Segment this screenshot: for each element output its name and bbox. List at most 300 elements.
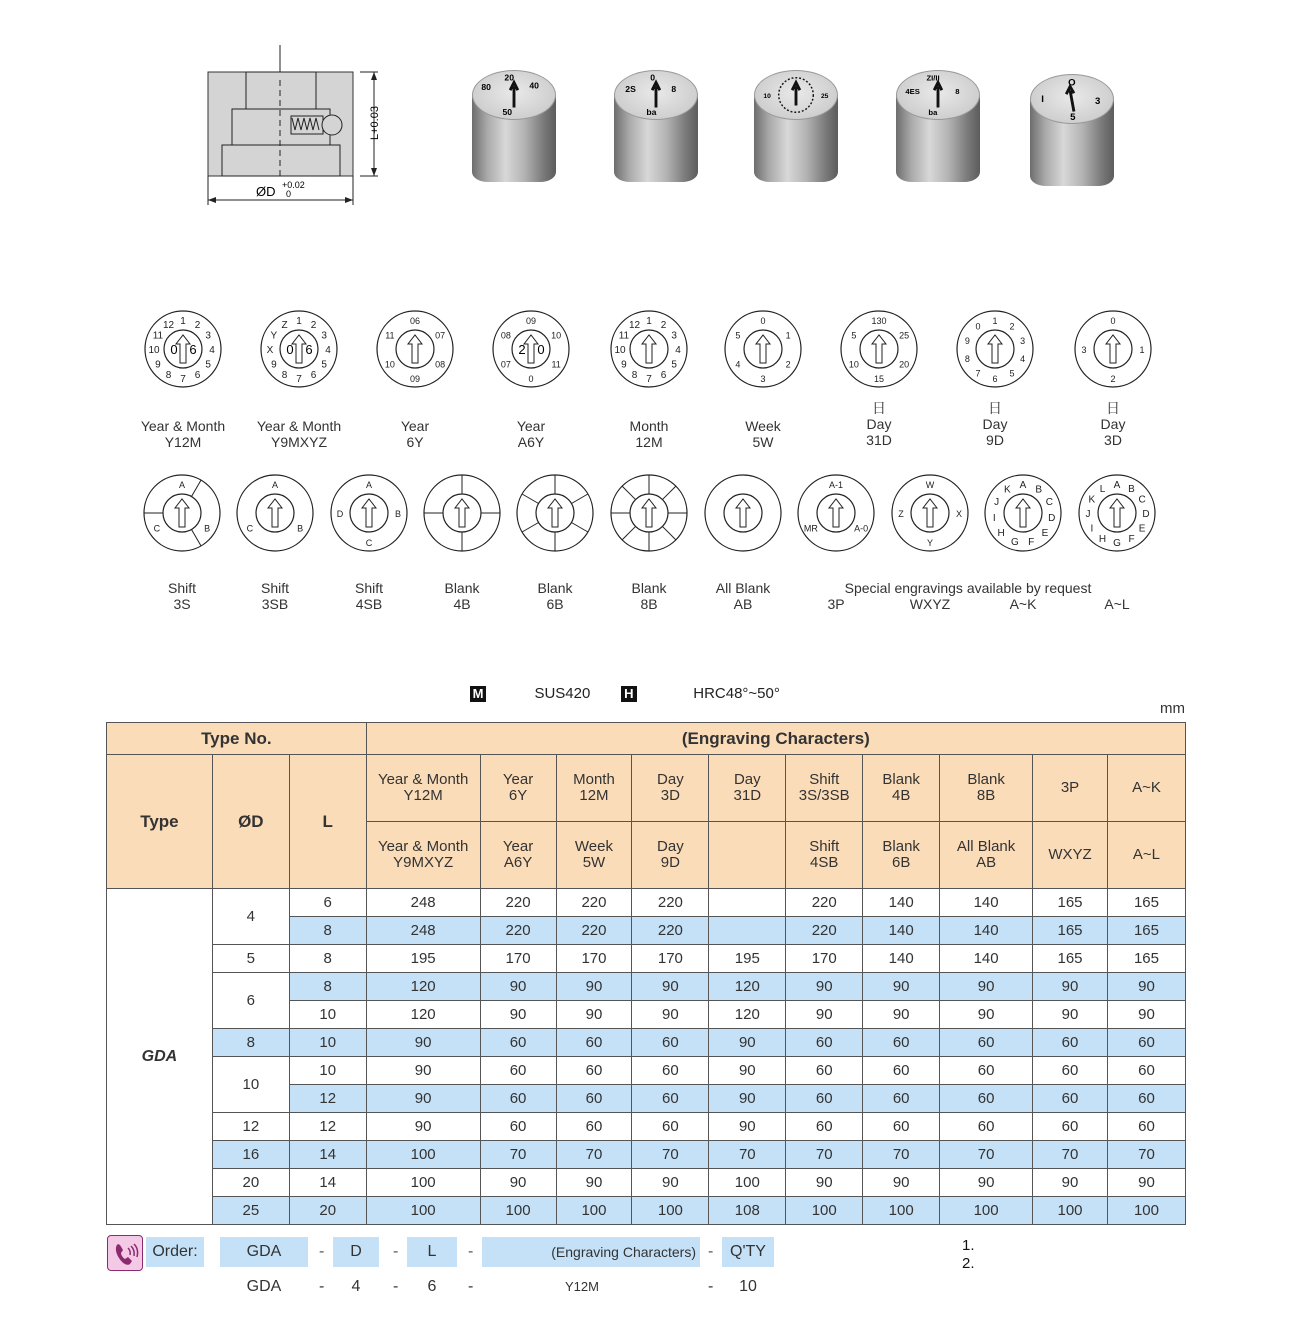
order-field-diameter: D xyxy=(333,1237,379,1267)
price-cell: 60 xyxy=(863,1113,940,1141)
svg-text:8: 8 xyxy=(964,353,970,364)
order-field-engraving: (Engraving Characters) xyxy=(482,1237,700,1267)
price-cell: 60 xyxy=(556,1085,632,1113)
dial-caption-title: Week xyxy=(745,418,781,434)
svg-text:1: 1 xyxy=(646,316,652,327)
length-cell: 8 xyxy=(289,917,366,945)
diameter-cell: 16 xyxy=(212,1141,289,1169)
svg-text:10: 10 xyxy=(763,92,771,100)
svg-text:B: B xyxy=(394,509,402,519)
svg-text:0: 0 xyxy=(537,342,545,357)
svg-text:0: 0 xyxy=(650,72,656,83)
svg-text:4: 4 xyxy=(1020,353,1026,364)
svg-text:6: 6 xyxy=(310,370,317,382)
svg-text:10: 10 xyxy=(551,330,562,341)
svg-text:6: 6 xyxy=(194,370,201,382)
svg-text:11: 11 xyxy=(385,330,395,341)
price-cell: 100 xyxy=(366,1169,480,1197)
dial-caption-title: Day xyxy=(1100,416,1126,432)
price-cell: 60 xyxy=(1033,1057,1108,1085)
price-cell: 60 xyxy=(480,1029,556,1057)
svg-text:2: 2 xyxy=(785,359,791,370)
svg-text:ZI/II: ZI/II xyxy=(926,73,940,83)
price-cell: 90 xyxy=(1107,1169,1185,1197)
engraving-col-header: Year 6Y xyxy=(480,755,556,822)
price-cell: 195 xyxy=(366,945,480,973)
dial-5w-icon xyxy=(722,308,804,390)
price-cell: 60 xyxy=(1033,1029,1108,1057)
price-cell: 60 xyxy=(940,1113,1033,1141)
price-cell: 165 xyxy=(1033,889,1108,917)
dial-caption-code: AB xyxy=(733,596,753,612)
dial-9d-icon xyxy=(954,308,1036,390)
price-cell: 60 xyxy=(863,1057,940,1085)
svg-text:Z: Z xyxy=(281,319,288,331)
price-cell: 60 xyxy=(1033,1085,1108,1113)
svg-text:5: 5 xyxy=(205,359,211,371)
svg-text:15: 15 xyxy=(873,374,885,384)
col-type-header: Type xyxy=(107,755,213,889)
dial-caption-6y xyxy=(360,418,470,450)
svg-text:I: I xyxy=(1090,523,1094,535)
svg-text:Y: Y xyxy=(926,538,934,548)
price-cell: 90 xyxy=(786,1001,863,1029)
price-cell: 120 xyxy=(366,973,480,1001)
price-cell: 165 xyxy=(1107,889,1185,917)
svg-text:5: 5 xyxy=(851,330,857,341)
svg-text:50: 50 xyxy=(502,107,513,118)
price-cell: 90 xyxy=(709,1029,786,1057)
price-cell: 60 xyxy=(786,1085,863,1113)
price-cell: 60 xyxy=(480,1085,556,1113)
day-pin-photo xyxy=(754,70,838,190)
special-engravings-note: Special engravings available by request xyxy=(844,580,1092,596)
svg-text:20: 20 xyxy=(504,72,514,83)
price-cell: 100 xyxy=(366,1197,480,1225)
svg-text:B: B xyxy=(1128,483,1135,495)
dial-caption-code: 3D xyxy=(1104,432,1122,448)
price-cell: 248 xyxy=(366,917,480,945)
svg-text:A: A xyxy=(365,480,373,490)
svg-text:F: F xyxy=(1128,534,1135,546)
svg-text:10: 10 xyxy=(614,345,626,356)
svg-text:2: 2 xyxy=(660,319,667,331)
type-no-header: Type No. xyxy=(107,723,367,755)
price-cell: 90 xyxy=(786,973,863,1001)
price-cell: 100 xyxy=(1033,1197,1108,1225)
price-cell: 90 xyxy=(1033,1001,1108,1029)
price-cell: 60 xyxy=(1107,1085,1185,1113)
order-field-type: GDA xyxy=(220,1237,308,1267)
svg-text:MR: MR xyxy=(803,523,818,534)
svg-text:4: 4 xyxy=(325,345,331,356)
svg-text:J: J xyxy=(1085,509,1091,520)
engraving-col-header: Blank 8B xyxy=(940,755,1033,822)
dial-caption-code: 12M xyxy=(635,434,663,450)
price-cell: 220 xyxy=(632,917,709,945)
material-value: SUS420 xyxy=(534,685,591,702)
diameter-cell: 10 xyxy=(212,1057,289,1113)
dial-caption-title: Shift xyxy=(354,580,383,596)
length-cell: 6 xyxy=(289,889,366,917)
svg-text:0: 0 xyxy=(286,342,294,357)
svg-text:A: A xyxy=(178,480,186,490)
svg-text:4: 4 xyxy=(675,345,681,356)
table-row xyxy=(107,1029,1186,1057)
col-length-header: L xyxy=(289,755,366,889)
length-cell: 10 xyxy=(289,1001,366,1029)
price-cell: 100 xyxy=(863,1197,940,1225)
price-cell: 248 xyxy=(366,889,480,917)
price-cell: 60 xyxy=(480,1113,556,1141)
engraving-col-header: Day 31D xyxy=(709,755,786,822)
day-kanji-label: 日 xyxy=(1106,400,1120,416)
dial-caption-title: Day xyxy=(866,416,892,432)
price-cell: 60 xyxy=(556,1113,632,1141)
unit-label: mm xyxy=(1160,700,1185,717)
svg-text:07: 07 xyxy=(500,359,511,370)
price-cell: 140 xyxy=(863,945,940,973)
price-cell: 220 xyxy=(556,889,632,917)
dial-a6y-icon xyxy=(490,308,572,390)
price-cell: 100 xyxy=(366,1141,480,1169)
price-cell: 100 xyxy=(480,1197,556,1225)
engraving-col-header: Month 12M xyxy=(556,755,632,822)
price-cell: 60 xyxy=(786,1057,863,1085)
engraving-characters-header: (Engraving Characters) xyxy=(366,723,1185,755)
price-cell: 60 xyxy=(1107,1113,1185,1141)
svg-text:5: 5 xyxy=(1009,368,1015,379)
svg-text:Z: Z xyxy=(898,509,904,519)
dial-caption-a6y xyxy=(476,418,586,450)
dial-caption-code: 3P xyxy=(827,596,845,612)
cross-section-drawing-icon xyxy=(200,40,400,210)
svg-text:+0.02: +0.02 xyxy=(282,180,305,190)
price-cell: 70 xyxy=(786,1141,863,1169)
order-separator: - xyxy=(319,1243,325,1260)
svg-text:B: B xyxy=(204,523,211,534)
svg-text:A-1: A-1 xyxy=(828,480,844,490)
diameter-cell: 4 xyxy=(212,889,289,945)
dial-caption-31d xyxy=(824,400,934,448)
dial-12m-icon xyxy=(608,308,690,390)
dial-caption-title: Shift xyxy=(260,580,289,596)
price-cell: 90 xyxy=(366,1113,480,1141)
order-field-qty: Q'TY xyxy=(722,1237,774,1267)
svg-text:8: 8 xyxy=(281,370,288,382)
dial-caption-12m xyxy=(594,418,704,450)
svg-text:5: 5 xyxy=(1070,112,1076,123)
engraving-col-header: Year A6Y xyxy=(480,822,556,889)
price-cell: 60 xyxy=(940,1085,1033,1113)
svg-text:6: 6 xyxy=(305,342,313,357)
svg-text:0: 0 xyxy=(975,321,981,332)
price-cell: 60 xyxy=(1107,1057,1185,1085)
order-separator: - xyxy=(468,1278,474,1295)
price-cell: 90 xyxy=(709,1057,786,1085)
svg-text:2: 2 xyxy=(194,319,201,331)
order-note-1: 1. xyxy=(962,1237,975,1254)
order-label: Order: xyxy=(146,1237,204,1267)
price-cell: 60 xyxy=(863,1085,940,1113)
engraving-col-header: Shift 4SB xyxy=(786,822,863,889)
dial-caption-code: 3S xyxy=(173,596,191,612)
dial-caption-code: 4SB xyxy=(355,596,383,612)
svg-text:Y: Y xyxy=(270,330,278,342)
dial-4b-icon xyxy=(421,472,503,554)
price-cell: 90 xyxy=(480,1169,556,1197)
svg-text:12: 12 xyxy=(628,319,641,331)
svg-text:3: 3 xyxy=(321,330,327,342)
order-example-diameter: 4 xyxy=(351,1278,361,1295)
dial-caption-title: Month xyxy=(629,418,669,434)
price-cell: 90 xyxy=(480,1001,556,1029)
dial-caption-code: 5W xyxy=(752,434,774,450)
svg-text:0: 0 xyxy=(286,189,292,199)
svg-text:B: B xyxy=(1035,484,1043,496)
table-row xyxy=(107,889,1186,917)
engraving-col-header: WXYZ xyxy=(1033,822,1108,889)
price-cell: 170 xyxy=(480,945,556,973)
dial-3p-icon xyxy=(795,472,877,554)
svg-text:80: 80 xyxy=(481,82,491,93)
svg-text:0: 0 xyxy=(170,342,178,357)
svg-text:ba: ba xyxy=(928,108,938,118)
svg-text:2S: 2S xyxy=(625,84,636,95)
dial-caption-title: Year & Month xyxy=(140,418,226,434)
order-example-qty: 10 xyxy=(739,1278,757,1295)
table-row xyxy=(107,945,1186,973)
svg-text:K: K xyxy=(1003,484,1011,496)
svg-text:11: 11 xyxy=(551,359,561,370)
dial-31d-icon xyxy=(838,308,920,390)
price-cell: 90 xyxy=(1107,973,1185,1001)
length-cell: 20 xyxy=(289,1197,366,1225)
diameter-cell: 6 xyxy=(212,973,289,1029)
svg-text:2: 2 xyxy=(1110,374,1116,384)
material-badge: M xyxy=(470,686,486,702)
hardness-badge: H xyxy=(621,686,637,702)
dial-caption-y12m xyxy=(128,418,238,450)
dial-caption-code: A~L xyxy=(1104,596,1130,612)
length-cell: 10 xyxy=(289,1029,366,1057)
svg-text:6: 6 xyxy=(992,374,998,384)
dial-caption-code: 9D xyxy=(986,432,1004,448)
price-cell: 90 xyxy=(556,973,632,1001)
price-cell: 170 xyxy=(632,945,709,973)
price-cell: 60 xyxy=(786,1113,863,1141)
price-cell: 70 xyxy=(556,1141,632,1169)
price-cell xyxy=(709,917,786,945)
engraving-col-header: Shift 3S/3SB xyxy=(786,755,863,822)
order-separator: - xyxy=(393,1278,399,1295)
price-cell: 60 xyxy=(786,1029,863,1057)
svg-text:8: 8 xyxy=(955,87,960,97)
svg-text:7: 7 xyxy=(975,368,981,379)
engraving-col-header: Year & Month Y9MXYZ xyxy=(366,822,480,889)
svg-text:40: 40 xyxy=(529,80,539,91)
svg-text:7: 7 xyxy=(180,374,186,385)
svg-text:0: 0 xyxy=(528,374,534,384)
price-cell: 100 xyxy=(632,1197,709,1225)
dial-caption-code: 4B xyxy=(453,596,471,612)
length-cell: 14 xyxy=(289,1169,366,1197)
svg-text:L: L xyxy=(1099,483,1106,495)
svg-text:ba: ba xyxy=(646,107,657,118)
dial-caption-title: Shift xyxy=(167,580,196,596)
length-cell: 12 xyxy=(289,1113,366,1141)
dial-caption-code: A~K xyxy=(1009,596,1037,612)
svg-text:2: 2 xyxy=(1009,321,1015,332)
year-month-pin-photo xyxy=(614,70,698,190)
price-cell: 170 xyxy=(786,945,863,973)
svg-text:3: 3 xyxy=(205,330,211,342)
svg-text:6: 6 xyxy=(660,370,667,382)
col-diameter-header: ØD xyxy=(212,755,289,889)
svg-text:C: C xyxy=(1138,494,1146,506)
svg-text:09: 09 xyxy=(525,316,537,326)
svg-text:9: 9 xyxy=(621,359,627,371)
table-row xyxy=(107,1169,1186,1197)
svg-text:A: A xyxy=(1113,480,1121,491)
price-cell: 108 xyxy=(709,1197,786,1225)
engraving-col-header: Year & Month Y12M xyxy=(366,755,480,822)
svg-text:D: D xyxy=(1142,509,1150,520)
price-cell: 60 xyxy=(863,1029,940,1057)
svg-text:E: E xyxy=(1041,527,1049,539)
svg-text:10: 10 xyxy=(148,345,160,356)
svg-text:E: E xyxy=(1138,523,1146,535)
price-cell: 140 xyxy=(863,889,940,917)
svg-text:7: 7 xyxy=(296,374,302,385)
dial-4sb-icon xyxy=(328,472,410,554)
price-cell: 90 xyxy=(709,1113,786,1141)
dial-6y-icon xyxy=(374,308,456,390)
price-cell: 90 xyxy=(632,1169,709,1197)
dial-a-k-icon xyxy=(982,472,1064,554)
dial-caption-title: Year xyxy=(400,418,430,434)
dial-caption-code: 3SB xyxy=(261,596,289,612)
order-phone-icon xyxy=(107,1235,143,1271)
diameter-cell: 12 xyxy=(212,1113,289,1141)
svg-text:1: 1 xyxy=(992,316,998,326)
price-cell: 100 xyxy=(1107,1197,1185,1225)
dial-caption-title: Year & Month xyxy=(256,418,342,434)
length-cell: 14 xyxy=(289,1141,366,1169)
svg-text:J: J xyxy=(994,496,1000,508)
order-example-type: GDA xyxy=(246,1278,282,1295)
table-row xyxy=(107,1141,1186,1169)
price-cell: 90 xyxy=(366,1029,480,1057)
type-cell: GDA xyxy=(107,889,213,1225)
svg-text:C: C xyxy=(246,523,254,534)
svg-text:A-0: A-0 xyxy=(854,523,869,534)
dial-caption-3d xyxy=(1058,400,1168,448)
length-cell: 12 xyxy=(289,1085,366,1113)
order-example-length: 6 xyxy=(427,1278,437,1295)
dial-8b-icon xyxy=(608,472,690,554)
svg-text:3: 3 xyxy=(1020,336,1026,347)
price-cell: 70 xyxy=(632,1141,709,1169)
table-row xyxy=(107,1197,1186,1225)
svg-text:1: 1 xyxy=(180,316,186,327)
engraving-col-header: Week 5W xyxy=(556,822,632,889)
engraving-col-header: A~K xyxy=(1107,755,1185,822)
engraving-col-header: 3P xyxy=(1033,755,1108,822)
svg-text:11: 11 xyxy=(618,330,630,342)
svg-text:9: 9 xyxy=(155,359,161,371)
svg-text:G: G xyxy=(1113,538,1121,549)
price-cell: 100 xyxy=(786,1197,863,1225)
order-separator: - xyxy=(708,1278,714,1295)
svg-text:20: 20 xyxy=(899,359,910,370)
svg-text:3: 3 xyxy=(1081,345,1087,355)
dial-wxyz-icon xyxy=(889,472,971,554)
price-cell: 90 xyxy=(366,1085,480,1113)
svg-text:L+0.03: L+0.03 xyxy=(369,106,381,140)
svg-text:G: G xyxy=(1010,536,1019,548)
engraving-col-header: Blank 4B xyxy=(863,755,940,822)
price-cell: 90 xyxy=(556,1169,632,1197)
dial-caption-5w xyxy=(708,418,818,450)
order-note-2: 2. xyxy=(962,1255,975,1272)
svg-text:09: 09 xyxy=(409,374,421,384)
price-cell: 90 xyxy=(1107,1001,1185,1029)
price-cell: 90 xyxy=(480,973,556,1001)
svg-text:X: X xyxy=(266,345,274,356)
svg-text:9: 9 xyxy=(964,336,970,347)
hardness-value: HRC48°~50° xyxy=(693,685,780,702)
svg-text:11: 11 xyxy=(152,330,164,342)
dial-ab-icon xyxy=(702,472,784,554)
material-line xyxy=(470,685,780,703)
svg-text:08: 08 xyxy=(435,359,446,370)
svg-text:130: 130 xyxy=(871,316,887,326)
engraving-col-header: A~L xyxy=(1107,822,1185,889)
price-cell: 60 xyxy=(632,1113,709,1141)
svg-text:4: 4 xyxy=(209,345,215,356)
price-cell: 90 xyxy=(940,1001,1033,1029)
svg-text:F: F xyxy=(1028,536,1035,548)
price-cell: 195 xyxy=(709,945,786,973)
diameter-cell: 8 xyxy=(212,1029,289,1057)
svg-text:5: 5 xyxy=(735,330,741,341)
price-cell: 90 xyxy=(632,973,709,1001)
price-cell: 90 xyxy=(863,1169,940,1197)
price-cell: 60 xyxy=(480,1057,556,1085)
price-cell: 140 xyxy=(940,945,1033,973)
svg-text:2: 2 xyxy=(518,342,526,357)
month-pin-photo xyxy=(896,70,980,190)
price-spec-table xyxy=(106,722,1186,1225)
dial-caption-code: Y9MXYZ xyxy=(270,434,327,450)
svg-text:3: 3 xyxy=(1095,95,1101,107)
svg-text:25: 25 xyxy=(820,92,829,100)
svg-text:1: 1 xyxy=(785,330,791,341)
svg-text:3: 3 xyxy=(671,330,677,342)
price-cell: 90 xyxy=(1033,973,1108,1001)
price-cell: 120 xyxy=(709,973,786,1001)
day-kanji-label: 日 xyxy=(988,400,1002,416)
dial-caption-code: 31D xyxy=(866,432,892,448)
svg-text:8: 8 xyxy=(165,370,172,382)
day-kanji-label: 日 xyxy=(872,400,886,416)
year-pin-photo xyxy=(472,70,556,190)
price-cell: 70 xyxy=(1107,1141,1185,1169)
price-cell: 70 xyxy=(480,1141,556,1169)
svg-text:10: 10 xyxy=(848,359,859,370)
price-cell: 90 xyxy=(863,1001,940,1029)
